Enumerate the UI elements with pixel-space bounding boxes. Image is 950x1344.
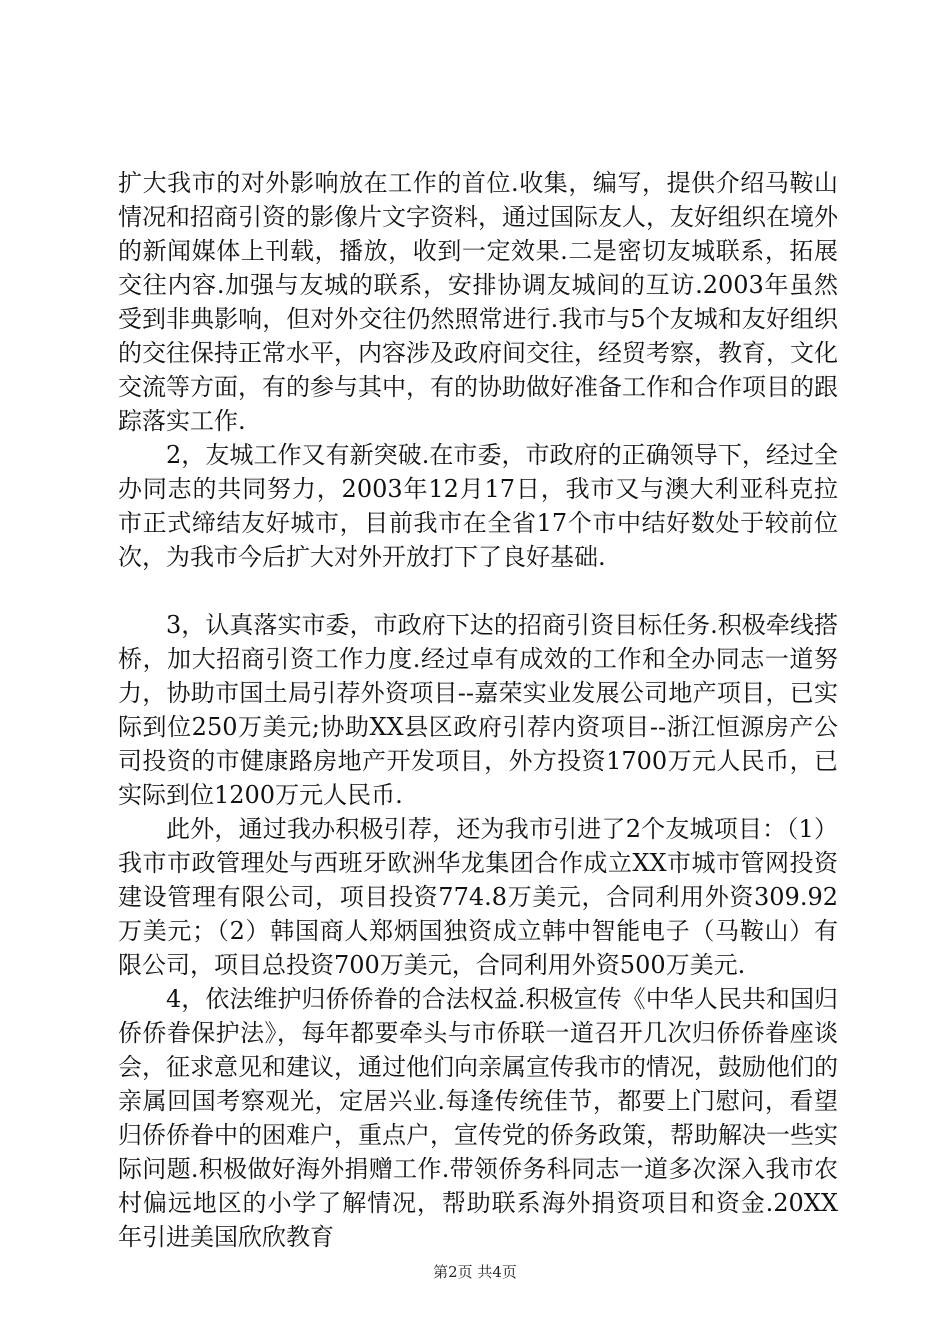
paragraph-overseas-chinese: 4，依法维护归侨侨眷的合法权益.积极宣传《中华人民共和国归侨侨眷保护法》，每年都要牵头与市侨联一道召开几次归侨侨眷座谈会，征求意见和建议，通过他们向亲属宣传我市的情况，鼓励他们的亲属回国考察观光，定居兴业.每逢传统佳节，都要上门慰问，看望归侨侨眷中的困难户，重点户，宣传党的侨务政策，帮助解决一些实际问题.积极做好海外捐赠工作.带领侨务科同志一道多次深入我市农村偏远地区的小学了解情况，帮助联系海外捐资项目和资金.20XX年引进美国欣欣教育 <box>118 985 838 1251</box>
paragraph-investment: 3，认真落实市委，市政府下达的招商引资目标任务.积极牵线搭桥，加大招商引资工作力度.经过卓有成效的工作和全办同志一道努力，协助市国土局引荐外资项目--嘉荣实业发展公司地产项目，已实际到位250万美元;协助XX县区政府引荐内资项目--浙江恒源房产公司投资的市健康路房地产开发项目，外方投资1700万元人民币，已实际到位1200万元人民币. <box>118 611 838 809</box>
paragraph-projects: 此外，通过我办积极引荐，还为我市引进了2个友城项目：（1）我市市政管理处与西班牙欧洲华龙集团合作成立XX市城市管网投资建设管理有限公司，项目投资774.8万美元，合同利用外资309.92万美元；（2）韩国商人郑炳国独资成立韩中智能电子（马鞍山）有限公司，项目总投资700万美元，合同利用外资500万美元. <box>118 815 838 979</box>
page-footer: 第2页 共4页 <box>433 1263 517 1281</box>
document-body <box>118 166 838 1254</box>
paragraph-sister-city: 2，友城工作又有新突破.在市委，市政府的正确领导下，经过全办同志的共同努力，2003年12月17日，我市又与澳大利亚科克拉市正式缔结友好城市，目前我市在全省17个市中结好数处于较前位次，为我市今后扩大对外开放打下了良好基础. <box>118 441 838 571</box>
paragraph-continuation: 扩大我市的对外影响放在工作的首位.收集，编写，提供介绍马鞍山情况和招商引资的影像片文字资料，通过国际友人，友好组织在境外的新闻媒体上刊载，播放，收到一定效果.二是密切友城联系，拓展交往内容.加强与友城的联系，安排协调友城间的互访.2003年虽然受到非典影响，但对外交往仍然照常进行.我市与5个友城和友好组织的交往保持正常水平，内容涉及政府间交往，经贸考察，教育，文化交流等方面，有的参与其中，有的协助做好准备工作和合作项目的跟踪落实工作. <box>118 169 838 435</box>
